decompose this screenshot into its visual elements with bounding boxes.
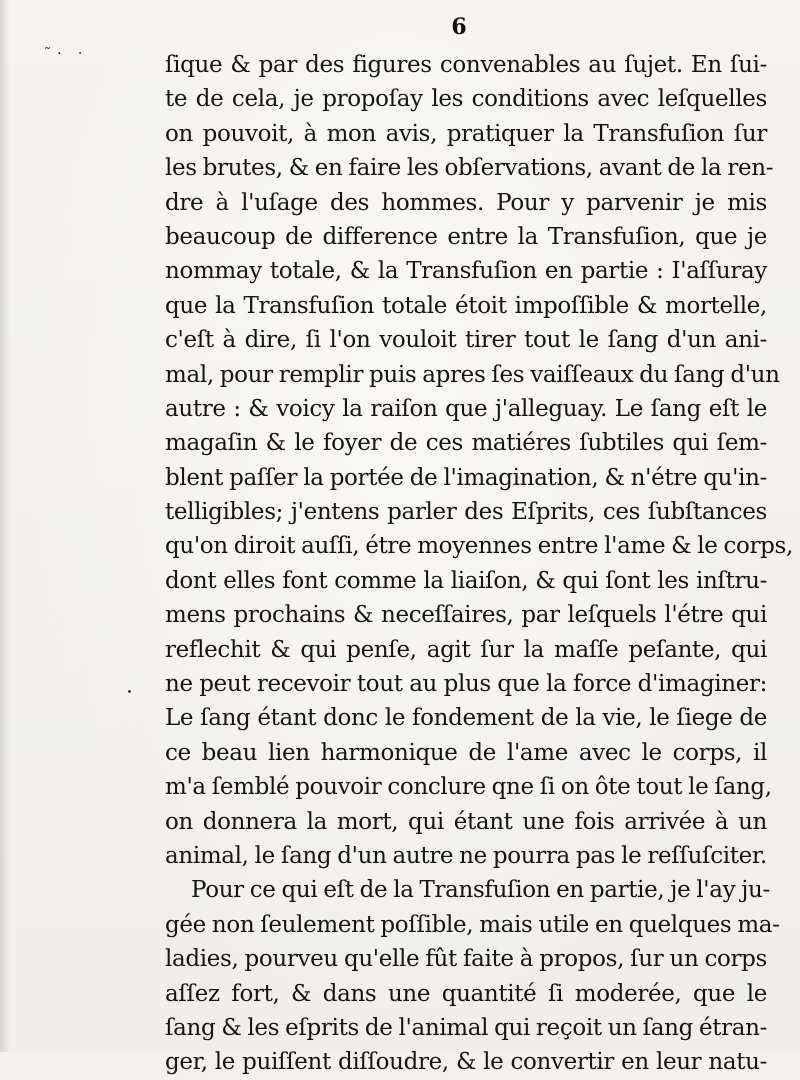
text-line: reflechit & qui penſe, agit ſur la maſſe peſante, qui: [165, 636, 767, 663]
text-line: beaucoup de difference entre la Transfuſion, que je: [165, 223, 767, 250]
text-line: ſique & par des figures convenables au ſujet. En ſui-: [165, 52, 767, 78]
text-line: dont elles font comme la liaiſon, & qui ſont les inſtru-: [165, 567, 767, 594]
text-line: ladies, pourveu qu'elle fût faite à propos, ſur un corps: [165, 946, 767, 973]
text-line: autre : & voicy la raiſon que j'alleguay. Le ſang eſt le: [165, 395, 767, 422]
text-line: que la Transfuſion totale étoit impoſſible & mortelle,: [165, 292, 767, 319]
text-line: magaſin & le foyer de ces matiéres ſubtiles qui ſem-: [165, 430, 767, 457]
text-line: les brutes, & en faire les obſervations, avant de la ren-: [165, 155, 774, 182]
text-line: Le ſang étant donc le fondement de la vie, le ſiege de: [165, 705, 767, 732]
text-line: ſang & les eſprits de l'animal qui reçoit un ſang étran-: [165, 1014, 767, 1041]
margin-marks: ˜· ·: [44, 46, 89, 62]
text-line: qu'on diroit auſſi, étre moyennes entre l'ame & le corps,: [165, 533, 793, 560]
ink-speck: [128, 690, 131, 693]
text-line: dre à l'uſage des hommes. Pour y parvenir je mis: [165, 189, 767, 216]
text-line: ce beau lien harmonique de l'ame avec le corps, il: [165, 739, 767, 766]
text-line: telligibles; j'entens parler des Eſprits, ces ſubſtances: [165, 499, 767, 526]
text-line: animal, le ſang d'un autre ne pourra pas le reſſuſciter.: [165, 842, 767, 869]
text-line: on pouvoit, à mon avis, pratiquer la Transfuſion ſur: [165, 120, 767, 147]
page-edge-shadow: [0, 0, 10, 1052]
text-line: te de cela, je propoſay les conditions avec leſquelles: [165, 86, 767, 113]
page-number: 6: [451, 14, 467, 40]
text-line: ger, le puiſſent diſſoudre, & le convertir en leur natu-: [165, 1049, 767, 1076]
text-line: gée non ſeulement poſſible, mais utile en quelques ma-: [165, 911, 780, 938]
body-text: [165, 48, 793, 1080]
text-line: m'a ſemblé pouvoir conclure qne ſi on ôte tout le ſang,: [165, 774, 772, 801]
paragraph-start-line: Pour ce qui eſt de la Transfuſion en partie, je l'ay ju-: [191, 877, 770, 904]
text-line: blent paſſer la portée de l'imagination, & n'étre qu'in-: [165, 464, 767, 491]
text-line: on donnera la mort, qui étant une fois arrivée à un: [165, 808, 767, 835]
text-line: mens prochains & neceſſaires, par leſquels l'étre qui: [165, 602, 767, 629]
text-line: c'eſt à dire, ſi l'on vouloit tirer tout le ſang d'un ani-: [165, 327, 767, 354]
text-line: aſſez fort, & dans une quantité ſi moderée, que le: [165, 980, 767, 1007]
text-line: nommay totale, & la Transfuſion en partie : I'aſſuray: [165, 258, 767, 285]
text-line: ne peut recevoir tout au plus que la force d'imaginer:: [165, 671, 767, 698]
text-line: mal, pour remplir puis apres ſes vaiſſeaux du ſang d'un: [165, 361, 780, 388]
